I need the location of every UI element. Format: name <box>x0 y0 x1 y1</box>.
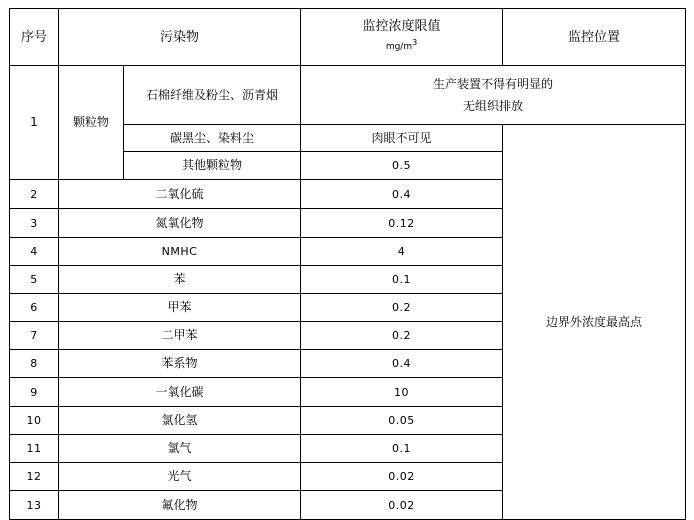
sub-pollutant: 碳黑尘、染料尘 <box>124 125 301 152</box>
limit-value: 0.1 <box>301 435 503 463</box>
limit-value <box>301 66 686 125</box>
pollutant-name: 苯系物 <box>59 350 301 378</box>
limit-value: 0.05 <box>301 407 503 435</box>
limit-value: 0.2 <box>301 294 503 322</box>
location-cell: 边界外浓度最高点 <box>503 125 686 520</box>
row-no: 7 <box>10 322 59 350</box>
pollutant-name: 二氧化硫 <box>59 180 301 209</box>
row-no: 5 <box>10 266 59 294</box>
row-no: 3 <box>10 209 59 238</box>
header-limit <box>301 9 503 66</box>
limit-value: 0.02 <box>301 491 503 520</box>
header-limit-unit <box>301 40 502 55</box>
limit-value: 肉眼不可见 <box>301 125 503 152</box>
limit-value: 10 <box>301 378 503 407</box>
pollutant-name: 氯化氢 <box>59 407 301 435</box>
limit-value: 0.2 <box>301 322 503 350</box>
limit-line-1: 生产装置不得有明显的 <box>433 77 554 91</box>
pollutant-name: 氯气 <box>59 435 301 463</box>
header-limit-label: 监控浓度限值 <box>362 19 441 34</box>
pollutant-name: 苯 <box>59 266 301 294</box>
row-no: 13 <box>10 491 59 520</box>
pollutant-name: 二甲苯 <box>59 322 301 350</box>
row-no: 6 <box>10 294 59 322</box>
limit-value: 0.4 <box>301 350 503 378</box>
limit-value: 0.02 <box>301 463 503 491</box>
row-no: 1 <box>10 66 59 180</box>
header-no: 序号 <box>10 9 59 66</box>
pollutant-name: 氮氧化物 <box>59 209 301 238</box>
sub-pollutant: 石棉纤维及粉尘、沥青烟 <box>124 66 301 125</box>
header-pollutant: 污染物 <box>59 9 301 66</box>
limit-line-2: 无组织排放 <box>463 99 524 113</box>
header-location: 监控位置 <box>503 9 686 66</box>
table-row <box>10 66 686 125</box>
limit-value: 0.5 <box>301 152 503 180</box>
limit-value: 0.12 <box>301 209 503 238</box>
row-no: 8 <box>10 350 59 378</box>
row-no: 12 <box>10 463 59 491</box>
pollutant-name: 氟化物 <box>59 491 301 520</box>
pollutant-limit-table <box>9 8 686 520</box>
limit-value: 4 <box>301 238 503 266</box>
unit-exponent: 3 <box>412 38 418 47</box>
pollutant-name: NMHC <box>59 238 301 266</box>
pollutant-name: 一氧化碳 <box>59 378 301 407</box>
row-no: 4 <box>10 238 59 266</box>
header-row <box>10 9 686 66</box>
row-no: 11 <box>10 435 59 463</box>
pollutant-name: 甲苯 <box>59 294 301 322</box>
row-no: 10 <box>10 407 59 435</box>
limit-value: 0.4 <box>301 180 503 209</box>
pollutant-name: 光气 <box>59 463 301 491</box>
group-label: 颗粒物 <box>59 66 124 180</box>
row-no: 2 <box>10 180 59 209</box>
sub-pollutant: 其他颗粒物 <box>124 152 301 180</box>
limit-value: 0.1 <box>301 266 503 294</box>
unit-base: mg/m <box>385 42 413 52</box>
row-no: 9 <box>10 378 59 407</box>
